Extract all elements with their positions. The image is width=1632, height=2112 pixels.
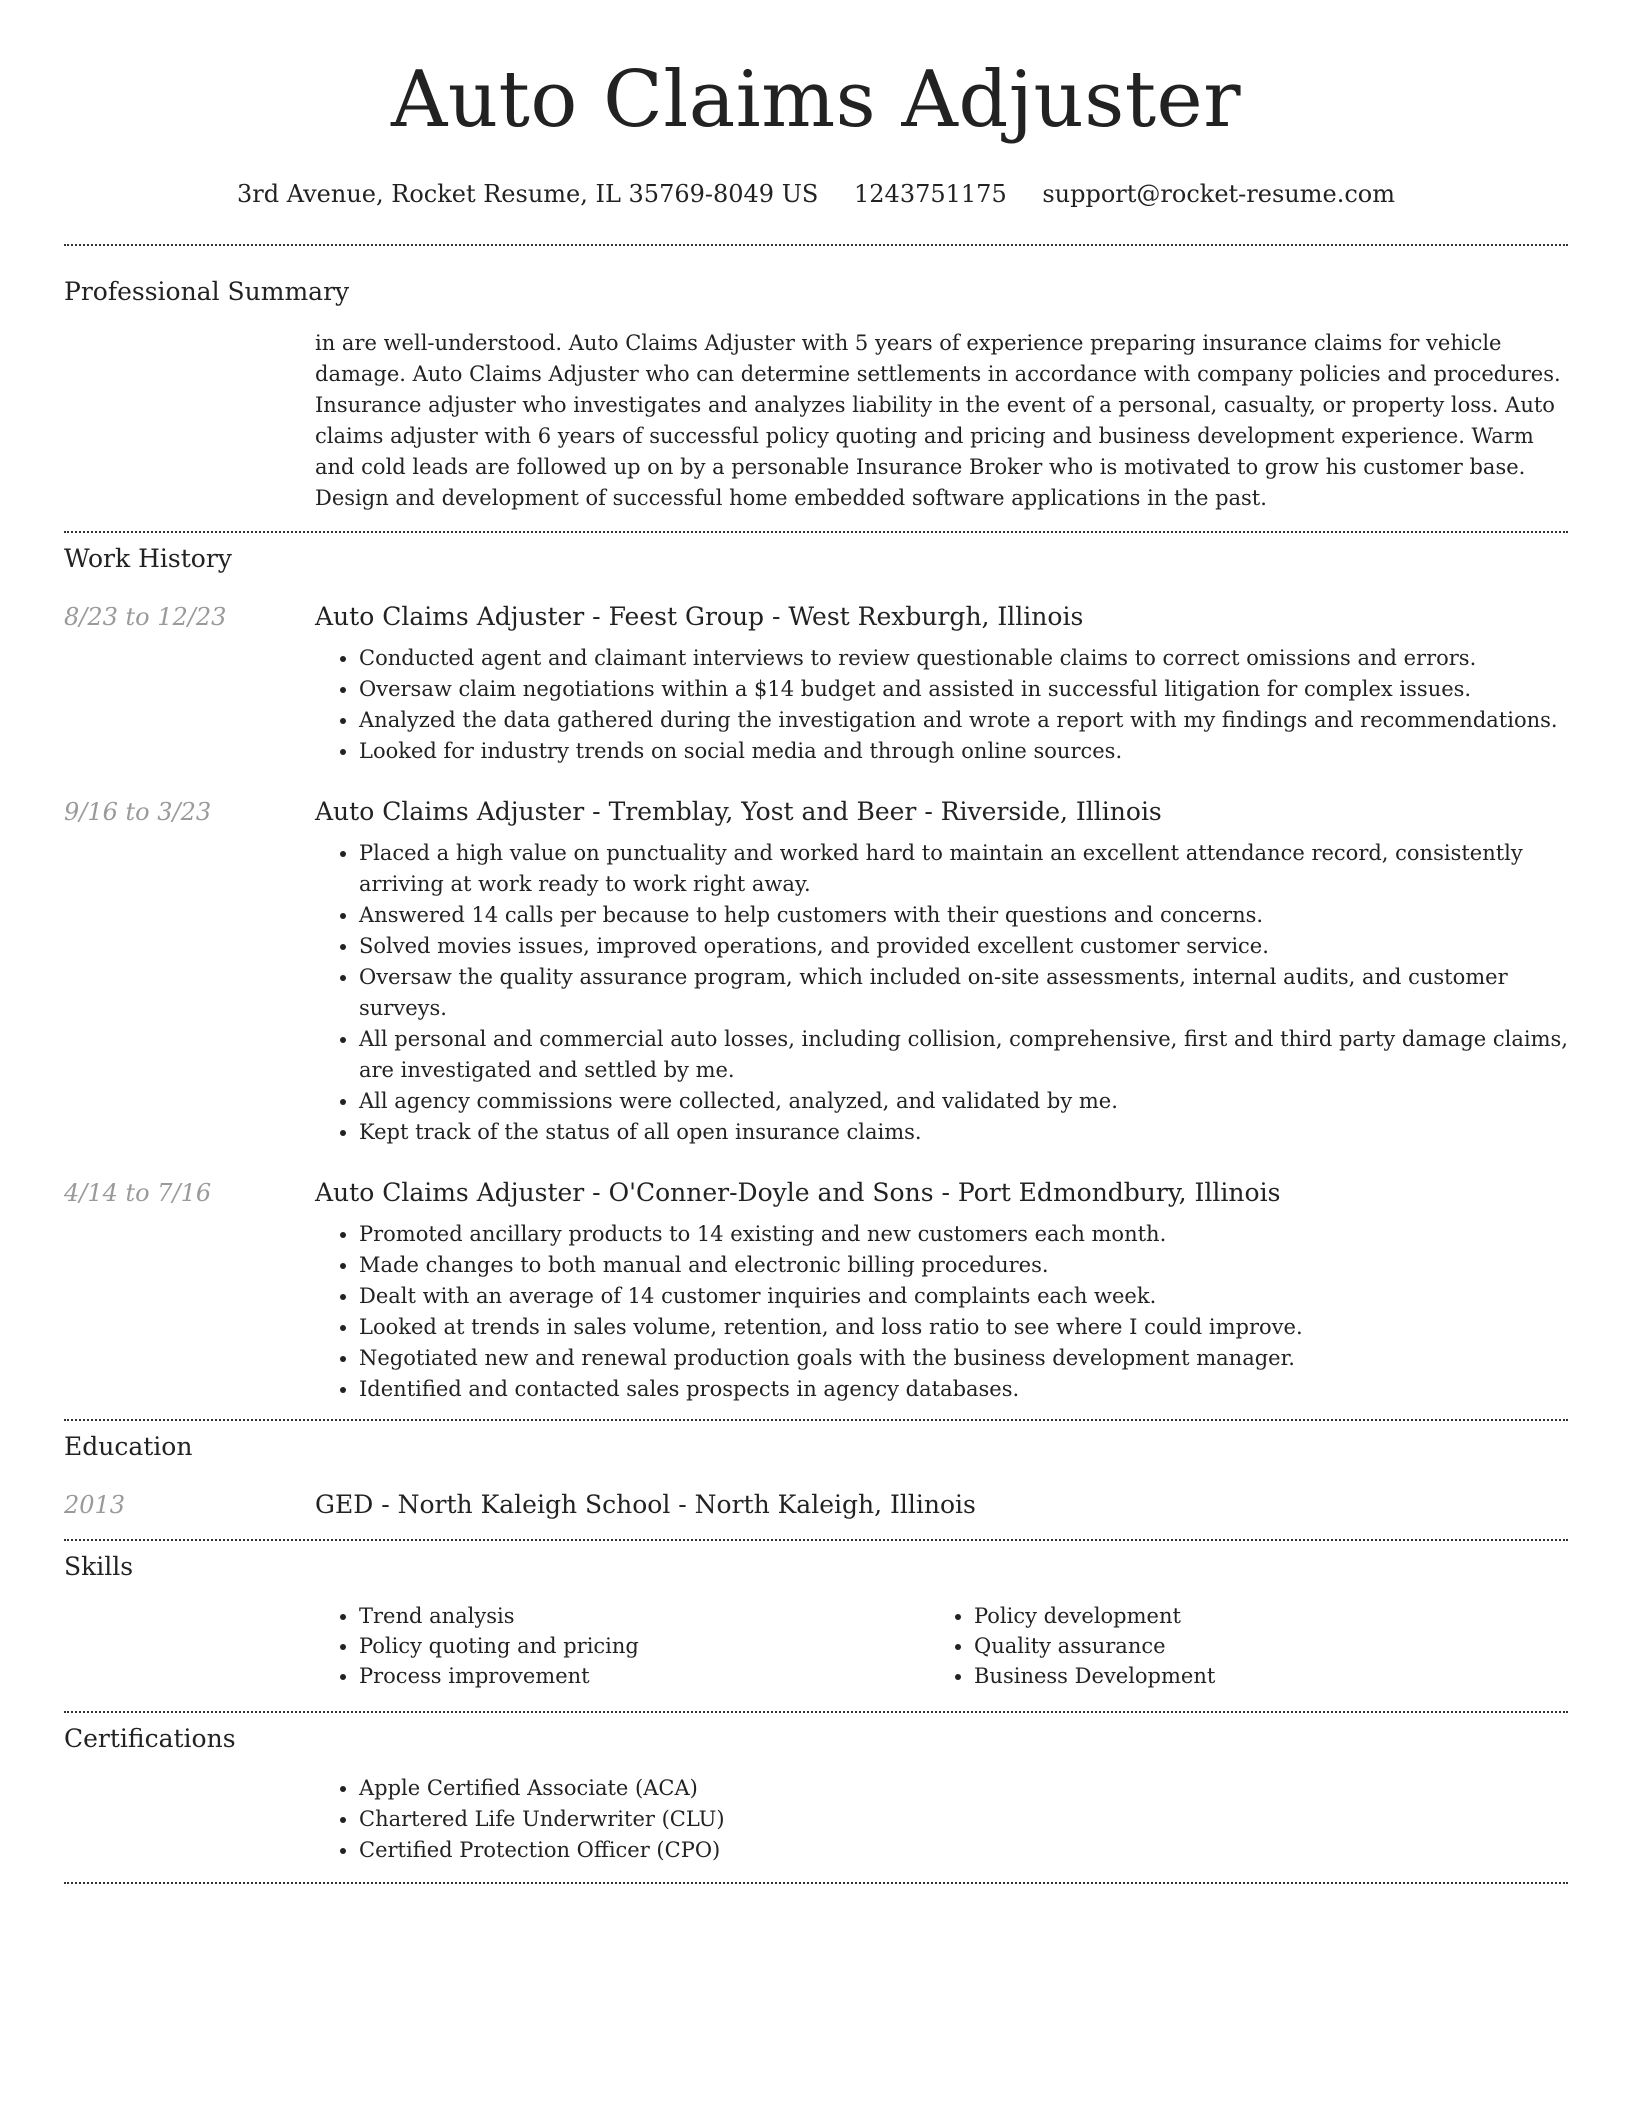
skills-column (315, 1601, 930, 1691)
list-item: • Placed a high value on punctuality and worked hard to maintain an excellent attendance record, consistently arriving at work ready to work right away. (359, 838, 1568, 900)
job-heading: Auto Claims Adjuster - O'Conner-Doyle and Sons - Port Edmondbury, Illinois (315, 1178, 1281, 1207)
job-entry (64, 1177, 1568, 1405)
skill-item: • Quality assurance (974, 1631, 1545, 1661)
contact-email: support@rocket-resume.com (1042, 180, 1395, 208)
skills-section (64, 1541, 1568, 1691)
list-item: • Made changes to both manual and electronic billing procedures. (359, 1250, 1568, 1281)
list-item: • Solved movies issues, improved operations, and provided excellent customer service. (359, 931, 1568, 962)
skill-item: • Policy development (974, 1601, 1545, 1631)
section-title-summary: Professional Summary (64, 277, 350, 306)
list-item: • Conducted agent and claimant interviews to review questionable claims to correct omissions and errors. (359, 643, 1568, 674)
list-item: • Oversaw claim negotiations within a $14 budget and assisted in successful litigation for complex issues. (359, 674, 1568, 705)
job-entry (64, 796, 1568, 1148)
list-item: • Promoted ancillary products to 14 existing and new customers each month. (359, 1219, 1568, 1250)
skills-column (930, 1601, 1545, 1691)
job-dates: 4/14 to 7/16 (64, 1179, 212, 1207)
job-dates: 8/23 to 12/23 (64, 603, 227, 631)
skill-item: • Business Development (974, 1661, 1545, 1691)
job-heading: Auto Claims Adjuster - Feest Group - West Rexburgh, Illinois (315, 602, 1084, 631)
contact-line (64, 178, 1568, 210)
work-history-section (64, 533, 1568, 1405)
list-item: • Answered 14 calls per because to help customers with their questions and concerns. (359, 900, 1568, 931)
divider (64, 1882, 1568, 1884)
certification-item: • Chartered Life Underwriter (CLU) (359, 1804, 1568, 1835)
contact-phone: 1243751175 (854, 180, 1007, 208)
section-title-education: Education (64, 1432, 193, 1461)
list-item: • Oversaw the quality assurance program, which included on-site assessments, internal audits, and customer surveys. (359, 962, 1568, 1024)
list-item: • Dealt with an average of 14 customer inquiries and complaints each week. (359, 1281, 1568, 1312)
certification-item: • Certified Protection Officer (CPO) (359, 1835, 1568, 1866)
education-section (64, 1421, 1568, 1521)
section-title-work-history: Work History (64, 544, 232, 573)
education-year: 2013 (64, 1491, 126, 1519)
job-bullets (315, 838, 1568, 1148)
skills-grid (315, 1601, 1568, 1691)
section-title-certifications: Certifications (64, 1724, 236, 1753)
list-item: • Identified and contacted sales prospects in agency databases. (359, 1374, 1568, 1405)
section-title-skills: Skills (64, 1552, 134, 1581)
resume-header (64, 0, 1568, 210)
education-entry (64, 1489, 1568, 1521)
certifications-section (64, 1713, 1568, 1866)
list-item: • All personal and commercial auto losses, including collision, comprehensive, first and third party damage claims, are investigated and settled by me. (359, 1024, 1568, 1086)
skill-item: • Policy quoting and pricing (359, 1631, 930, 1661)
candidate-name: Auto Claims Adjuster (390, 55, 1242, 145)
job-dates: 9/16 to 3/23 (64, 798, 212, 826)
list-item: • Analyzed the data gathered during the investigation and wrote a report with my findings and recommendations. (359, 705, 1568, 736)
summary-text: in are well-understood. Auto Claims Adjuster with 5 years of experience preparing insurance claims for vehicle damage. Auto Claims Adjuster who can determine settlements in accordance with company policies and procedures. Insurance adjuster who investigates and analyzes liability in the event of a personal, casualty, or property loss. Auto claims adjuster with 6 years of successful policy quoting and pricing and business development experience. Warm and cold leads are followed up on by a personable Insurance Broker who is motivated to grow his customer base. Design and development of successful home embedded software applications in the past. (315, 331, 1561, 510)
list-item: • Looked for industry trends on social media and through online sources. (359, 736, 1568, 767)
job-bullets (315, 1219, 1568, 1405)
certifications-list (315, 1773, 1568, 1866)
summary-section (64, 246, 1568, 514)
education-heading: GED - North Kaleigh School - North Kaleigh, Illinois (315, 1490, 976, 1519)
skill-item: • Process improvement (359, 1661, 930, 1691)
job-heading: Auto Claims Adjuster - Tremblay, Yost and Beer - Riverside, Illinois (315, 797, 1162, 826)
list-item: • Kept track of the status of all open insurance claims. (359, 1117, 1568, 1148)
list-item: • All agency commissions were collected, analyzed, and validated by me. (359, 1086, 1568, 1117)
skill-item: • Trend analysis (359, 1601, 930, 1631)
contact-address: 3rd Avenue, Rocket Resume, IL 35769-8049 US (237, 180, 819, 208)
list-item: • Negotiated new and renewal production goals with the business development manager. (359, 1343, 1568, 1374)
job-entry (64, 601, 1568, 767)
certification-item: • Apple Certified Associate (ACA) (359, 1773, 1568, 1804)
job-bullets (315, 643, 1568, 767)
list-item: • Looked at trends in sales volume, retention, and loss ratio to see where I could improve. (359, 1312, 1568, 1343)
